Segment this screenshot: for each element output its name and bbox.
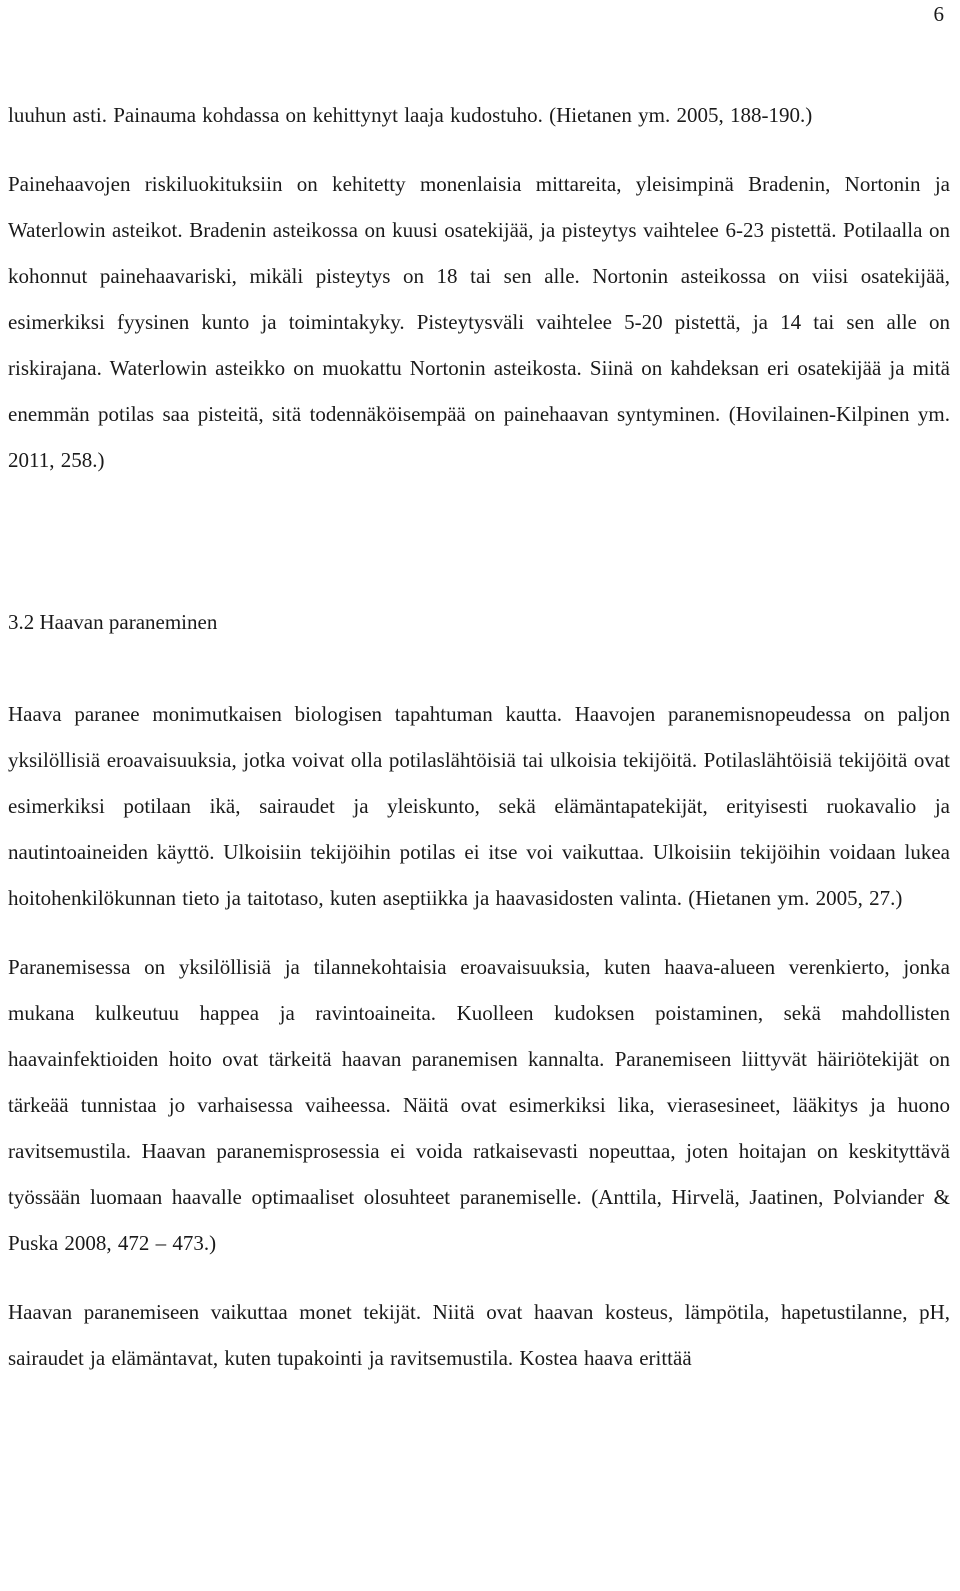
page-number: 6: [933, 2, 944, 26]
paragraph-healing-conditions: Haavan paranemiseen vaikuttaa monet tekijät. Niitä ovat haavan kosteus, lämpötila, hapetustilanne, pH, sairaudet ja elämäntavat, kuten tupakointi ja ravitsemustila. Kostea haava erittää: [8, 1300, 950, 1370]
document-body: [8, 92, 950, 1381]
paragraph-risk-scales: Painehaavojen riskiluokituksiin on kehitetty monenlaisia mittareita, yleisimpinä Bradenin, Nortonin ja Waterlowin asteikot. Bradenin asteikossa on kuusi osatekijää, ja pisteytys vaihtelee 6-23 pistettä. Potilaalla on kohonnut painehaavariski, mikäli pisteytys on 18 tai sen alle. Nortonin asteikossa on viisi osatekijää, esimerkiksi fyysinen kunto ja toimintakyky. Pisteytysväli vaihtelee 5-20 pistettä, ja 14 tai sen alle on riskirajana. Waterlowin asteikko on muokattu Nortonin asteikosta. Siinä on kahdeksan eri osatekijää ja mitä enemmän potilas saa pisteitä, sitä todennäköisempää on painehaavan syntyminen. (Hovilainen-Kilpinen ym. 2011, 258.): [8, 172, 950, 472]
section-heading: 3.2 Haavan paraneminen: [8, 610, 218, 634]
paragraph-healing-factors: Haava paranee monimutkaisen biologisen tapahtuman kautta. Haavojen paranemisnopeudessa on paljon yksilöllisiä eroavaisuuksia, jotka voivat olla potilaslähtöisiä tai ulkoisia tekijöitä. Potilaslähtöisiä tekijöitä ovat esimerkiksi potilaan ikä, sairaudet ja yleiskunto, sekä elämäntapatekijät, erityisesti ruokavalio ja nautintoaineiden käyttö. Ulkoisiin tekijöihin potilas ei itse voi vaikuttaa. Ulkoisiin tekijöihin voidaan lukea hoitohenkilökunnan tieto ja taitotaso, kuten aseptiikka ja haavasidosten valinta. (Hietanen ym. 2005, 27.): [8, 702, 950, 910]
paragraph-continuation: luuhun asti. Painauma kohdassa on kehittynyt laaja kudostuho. (Hietanen ym. 2005, 188-190.): [8, 103, 813, 127]
paragraph-healing-differences: Paranemisessa on yksilöllisiä ja tilannekohtaisia eroavaisuuksia, kuten haava-alueen verenkierto, jonka mukana kulkeutuu happea ja ravintoaineita. Kuolleen kudoksen poistaminen, sekä mahdollisten haavainfektioiden hoito ovat tärkeitä haavan paranemisen kannalta. Paranemiseen liittyvät häiriötekijät on tärkeää tunnistaa jo varhaisessa vaiheessa. Näitä ovat esimerkiksi lika, vierasesineet, lääkitys ja huono ravitsemustila. Haavan paranemisprosessia ei voida ratkaisevasti nopeuttaa, joten hoitajan on keskityttävä työssään luomaan haavalle optimaaliset olosuhteet paranemiselle. (Anttila, Hirvelä, Jaatinen, Polviander & Puska 2008, 472 – 473.): [8, 955, 950, 1255]
